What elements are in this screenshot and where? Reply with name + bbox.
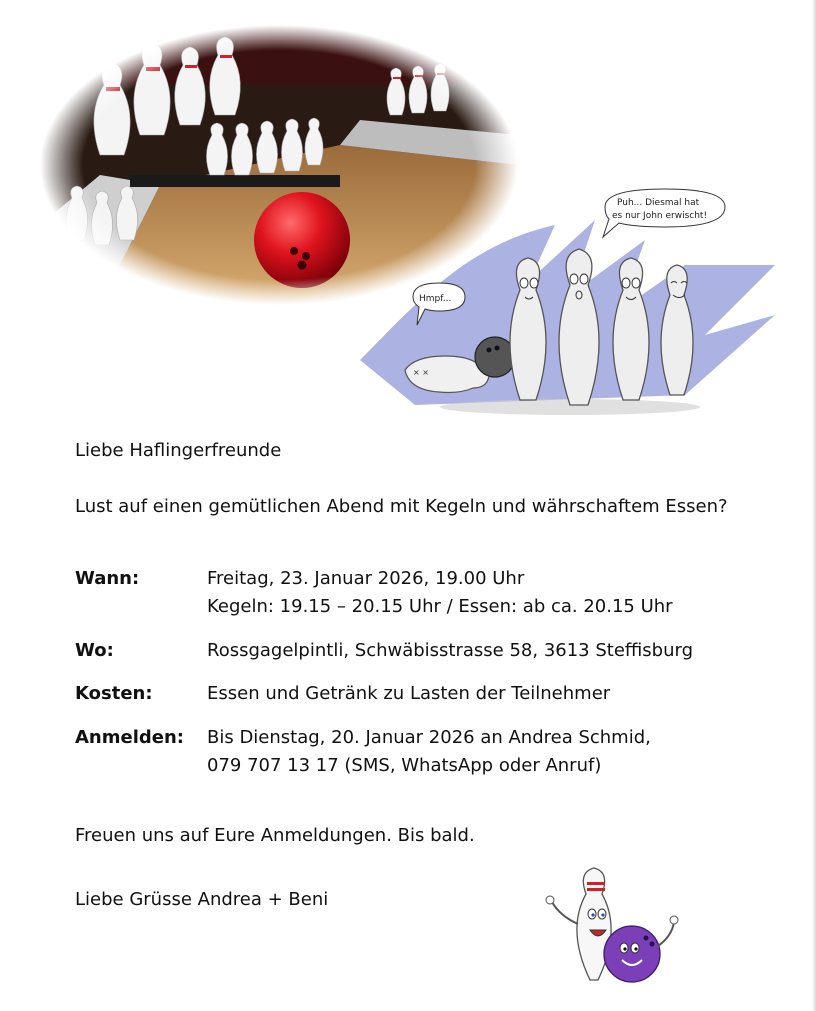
when-label: Wann: (75, 568, 140, 589)
svg-text:× ×: × × (413, 368, 429, 377)
pin-and-ball-mascot (520, 852, 690, 992)
closing-text: Freuen uns auf Eure Anmeldungen. Bis bald. (75, 825, 475, 846)
signature: Liebe Grüsse Andrea + Beni (75, 889, 329, 910)
speech-bubble-right (603, 189, 725, 237)
signup-label: Anmelden: (75, 727, 184, 748)
cartoon-pins-illustration (355, 185, 785, 420)
signup-line1: Bis Dienstag, 20. Januar 2026 an Andrea Schmid, (207, 727, 651, 748)
where-value: Rossgagelpintli, Schwäbisstrasse 58, 3613 Steffisburg (207, 640, 694, 661)
when-line1: Freitag, 23. Januar 2026, 19.00 Uhr (207, 568, 525, 589)
greeting: Liebe Haflingerfreunde (75, 440, 282, 461)
when-line2: Kegeln: 19.15 – 20.15 Uhr / Essen: ab ca. 20.15 Uhr (207, 596, 673, 617)
cartoon-ball-icon (475, 337, 515, 377)
intro-text: Lust auf einen gemütlichen Abend mit Kegeln und währschaftem Essen? (75, 496, 728, 517)
cost-value: Essen und Getränk zu Lasten der Teilnehmer (207, 683, 611, 704)
svg-text:Hmpf...: Hmpf... (419, 294, 452, 304)
cost-label: Kosten: (75, 683, 153, 704)
svg-text:Puh... Diesmal hat: Puh... Diesmal hat (617, 198, 700, 208)
page-edge-shadow (812, 0, 816, 1011)
signup-line2: 079 707 13 17 (SMS, WhatsApp oder Anruf) (207, 755, 602, 776)
where-label: Wo: (75, 640, 114, 661)
svg-text:es nur John erwischt!: es nur John erwischt! (612, 211, 708, 221)
